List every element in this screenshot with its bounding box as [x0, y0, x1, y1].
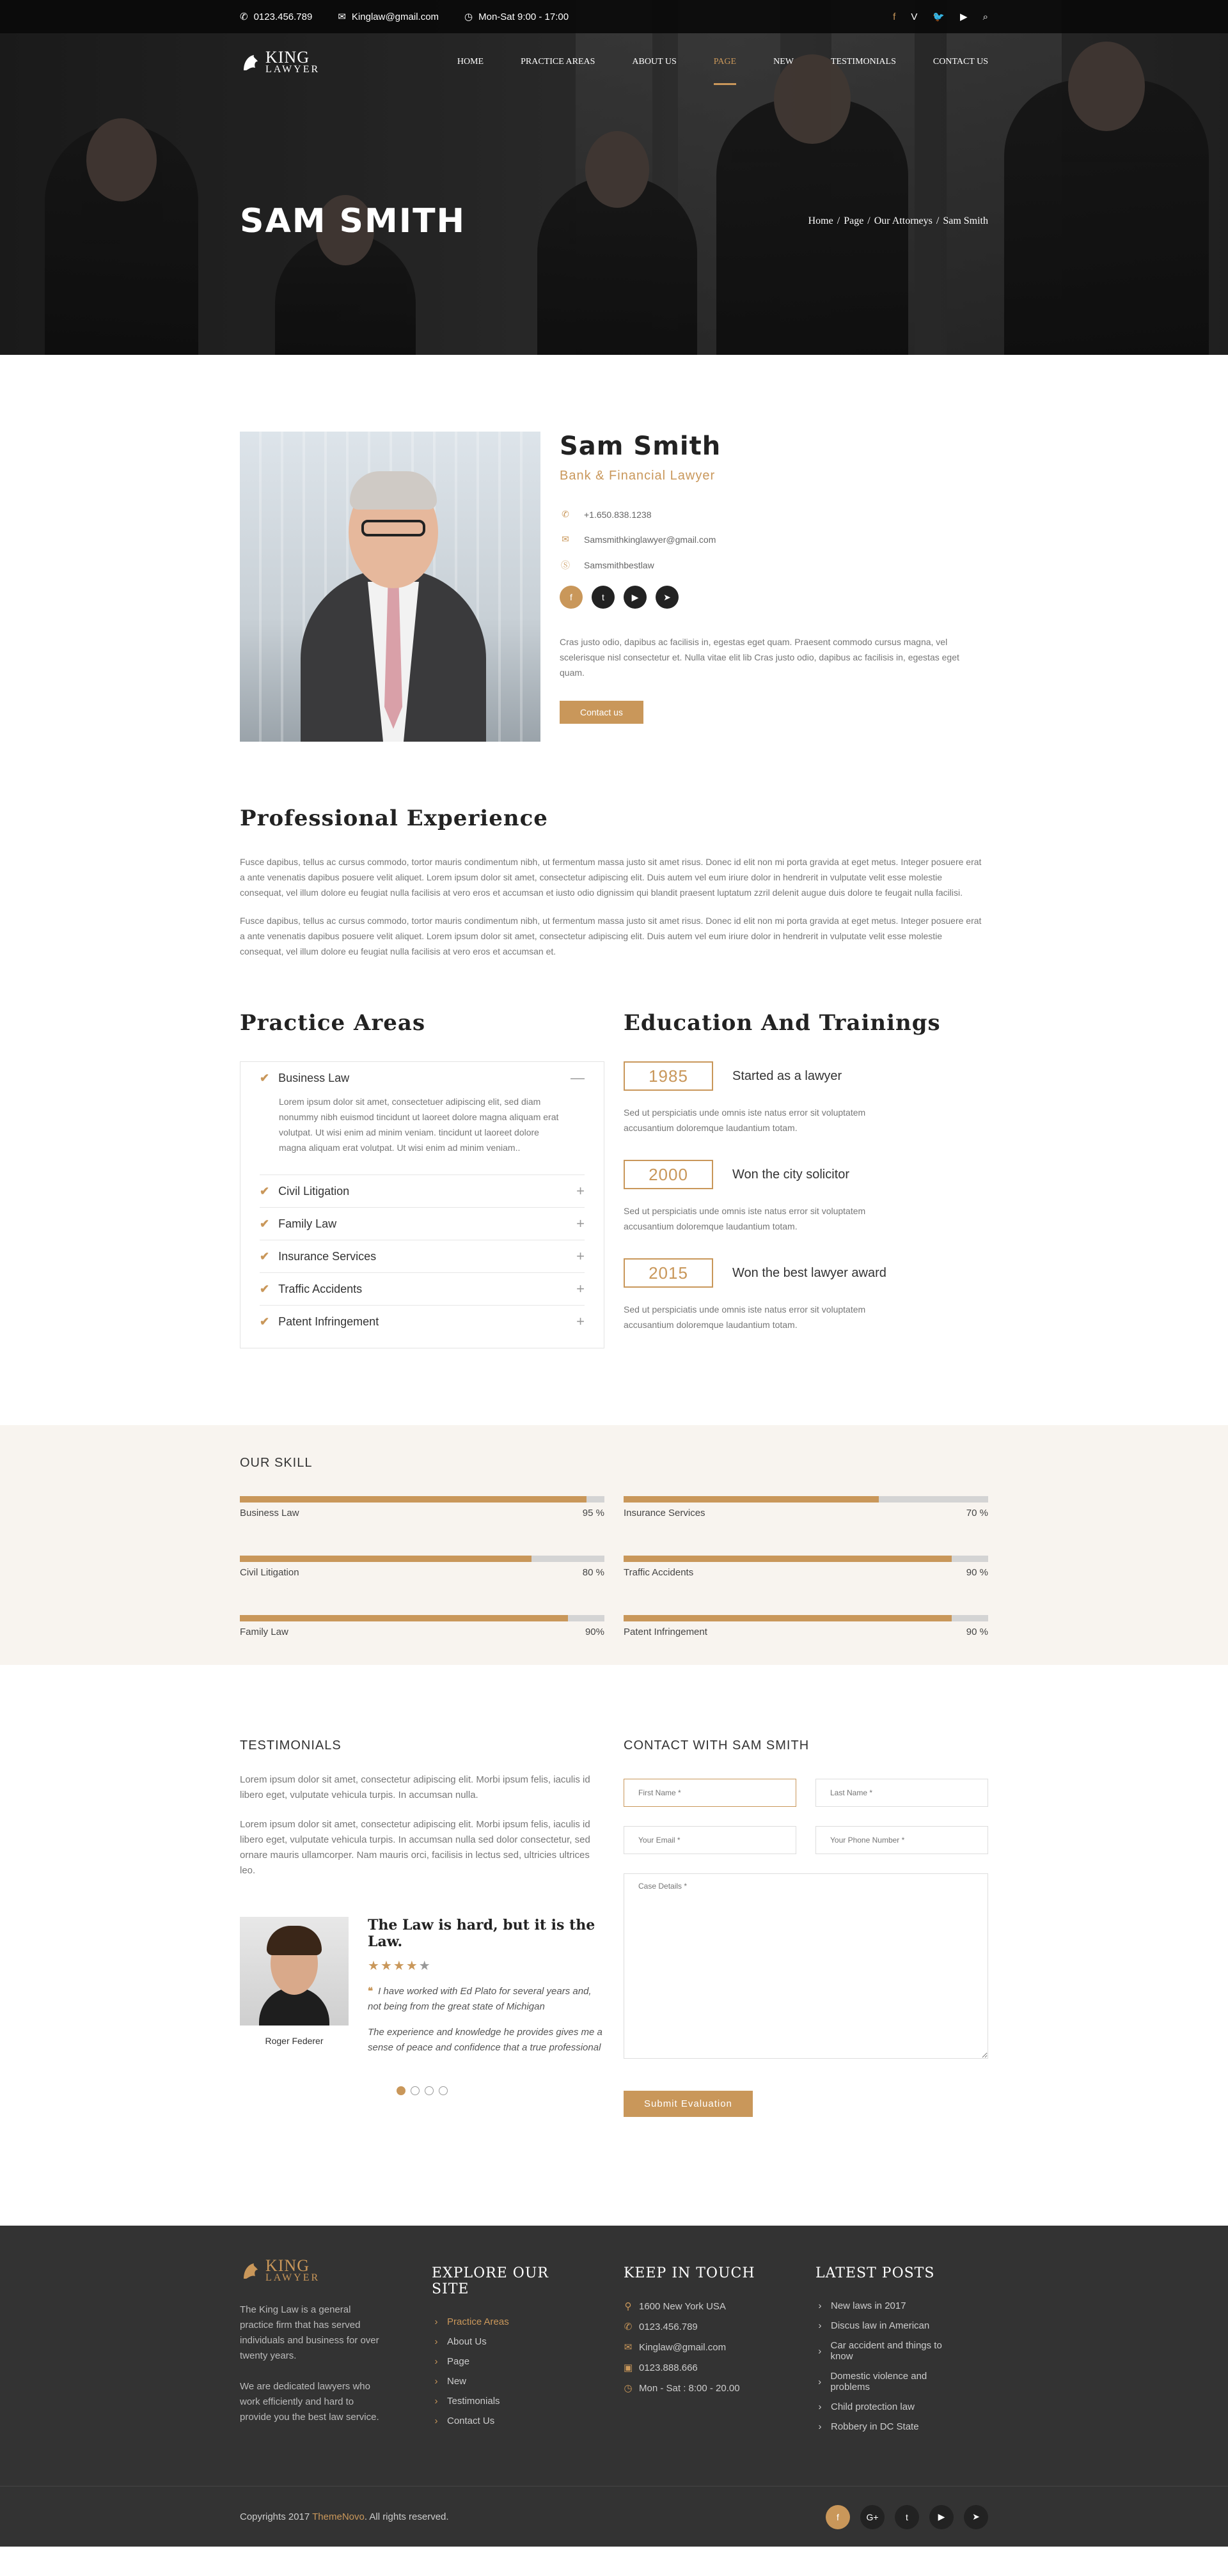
- breadcrumb: Home / Page / Our Attorneys / Sam Smith: [808, 215, 988, 226]
- facebook-icon[interactable]: f: [560, 586, 583, 609]
- footer-touch-title: KEEP IN TOUCH: [624, 2265, 755, 2281]
- skill-bar-fill: [240, 1496, 586, 1503]
- skill-label: Civil Litigation: [240, 1567, 299, 1578]
- accordion-item: [260, 1306, 585, 1338]
- skill-bar-fill: [624, 1496, 879, 1503]
- contact-form: [624, 1779, 988, 2059]
- clock-icon: ◷: [624, 2383, 633, 2394]
- plus-icon: +: [576, 1215, 585, 1231]
- attorney-photo: [240, 432, 540, 742]
- youtube-icon[interactable]: ▶: [960, 12, 968, 22]
- skill-percent: 70 %: [966, 1508, 988, 1518]
- accordion-header-business-law[interactable]: ✔ Business Law —: [260, 1070, 585, 1086]
- accordion-header-insurance-services[interactable]: ✔ Insurance Services +: [260, 1248, 585, 1264]
- practice-accordion: [240, 1061, 604, 1348]
- nav-contact-us[interactable]: CONTACT US: [933, 57, 988, 66]
- brand-subtitle: LAWYER: [265, 64, 320, 75]
- accordion-item: [260, 1208, 585, 1240]
- footer-about: We are dedicated lawyers who work efficiently and hard to provide you the best law service.: [240, 2381, 379, 2423]
- copyright: Copyrights 2017 ThemeNovo. All rights reserved.: [240, 2511, 449, 2522]
- skill-label: Insurance Services: [624, 1508, 705, 1518]
- youtube-icon[interactable]: ▶: [929, 2505, 954, 2529]
- search-icon[interactable]: ⌕: [982, 11, 988, 22]
- check-icon: ✔: [260, 1071, 270, 1084]
- phone-icon: ✆: [624, 2322, 633, 2332]
- star-icon: ★: [393, 1959, 406, 1973]
- education-desc: Sed ut perspiciatis unde omnis iste natus error sit voluptatem accusantium doloremque laudantium totam.: [624, 1304, 866, 1330]
- top-bar: [0, 0, 1228, 33]
- telegram-icon[interactable]: ➤: [964, 2505, 988, 2529]
- practice-title: Practice Areas: [240, 1010, 426, 1036]
- footer-touch-list: [624, 2300, 771, 2394]
- chevron-right-icon: ›: [818, 2320, 822, 2331]
- nav-about-us[interactable]: ABOUT US: [632, 57, 677, 66]
- brand-name: KING: [265, 2256, 310, 2275]
- last-name-field[interactable]: [815, 1779, 988, 1807]
- breadcrumb-home[interactable]: Home: [808, 215, 833, 226]
- skype-icon: Ⓢ: [561, 560, 570, 570]
- accordion-body: Lorem ipsum dolor sit amet, consectetuer adipiscing elit, sed diam nonummy nibh euismod tincidunt ut laoreet dolore magna aliquam erat volutpat. Ut wisi enim ad minim veniam. tincidunt ut laoreet dolore magna aliquam erat volutpat. Ut wisi enim ad minim veniam..: [279, 1097, 559, 1153]
- experience-paragraph: Fusce dapibus, tellus ac cursus commodo, tortor mauris condimentum nibh, ut fermentum massa justo sit amet risus. Donec id elit non mi porta gravida at eget metus. Integer posuere erat a ante venenatis dapibus posuere velit aliquet. Lorem ipsum dolor sit amet, consectetur adipiscing elit. Duis autem vel eum iriure dolor in hendrerit in vulputate velit esse molestie consequat, vel illum dolore eu feugiat nulla facilisis at vero eros et accumsan et.: [240, 916, 982, 956]
- education-timeline: [624, 1061, 988, 1332]
- attorney-phone: +1.650.838.1238: [584, 509, 652, 520]
- skill-bar: [624, 1496, 988, 1503]
- experience-section: [0, 742, 1228, 959]
- education-desc: Sed ut perspiciatis unde omnis iste natus error sit voluptatem accusantium doloremque laudantium totam.: [624, 1107, 866, 1133]
- practice-education-section: [0, 959, 1228, 1348]
- attorney-role: Bank & Financial Lawyer: [560, 469, 716, 483]
- lion-icon: [240, 2260, 262, 2281]
- skill-bar-fill: [240, 1615, 568, 1621]
- phone-icon: ✆: [562, 509, 569, 519]
- footer-phone: 0123.456.789: [639, 2321, 698, 2332]
- nav-page[interactable]: PAGE: [714, 49, 736, 75]
- breadcrumb-attorneys[interactable]: Our Attorneys: [874, 215, 933, 226]
- email-field[interactable]: [624, 1826, 796, 1854]
- check-icon: ✔: [260, 1315, 270, 1328]
- twitter-icon[interactable]: t: [895, 2505, 919, 2529]
- attorney-skype: Samsmithbestlaw: [584, 560, 654, 570]
- footer-link[interactable]: › Testimonials: [432, 2396, 579, 2407]
- footer-social: [826, 2505, 988, 2529]
- envelope-icon: ✉: [624, 2342, 633, 2353]
- testimonial-card: [240, 1917, 604, 2056]
- footer-bottom: [0, 2486, 1228, 2547]
- carousel-dots: [240, 2086, 604, 2095]
- footer-link[interactable]: › About Us: [432, 2336, 579, 2347]
- testimonial-avatar: [240, 1917, 349, 2026]
- chevron-right-icon: ›: [818, 2421, 822, 2432]
- skill-bar-fill: [624, 1615, 952, 1621]
- accordion-header-family-law[interactable]: ✔ Family Law +: [260, 1215, 585, 1231]
- map-marker-icon: ⚲: [624, 2301, 632, 2312]
- minus-icon: —: [571, 1070, 585, 1086]
- skill-bar: [240, 1615, 604, 1621]
- footer-about: The King Law is a general practice firm that has served individuals and business for over twenty years.: [240, 2304, 379, 2361]
- star-icon: ★: [418, 1959, 432, 1973]
- footer-posts-title: LATEST POSTS: [815, 2265, 935, 2281]
- case-details-field[interactable]: [624, 1873, 988, 2059]
- footer-explore-list: [432, 2316, 579, 2426]
- accordion-item: [260, 1273, 585, 1306]
- accordion-header-traffic-accidents[interactable]: ✔ Traffic Accidents +: [260, 1281, 585, 1297]
- star-rating: [368, 1958, 604, 1974]
- skill-label: Patent Infringement: [624, 1627, 707, 1637]
- carousel-dot[interactable]: [425, 2086, 434, 2095]
- facebook-icon[interactable]: f: [893, 11, 896, 22]
- chevron-right-icon: ›: [434, 2316, 438, 2327]
- skill-percent: 95 %: [582, 1508, 604, 1518]
- envelope-icon: ✉: [562, 534, 569, 544]
- lion-icon: [240, 51, 262, 73]
- hero-banner: [0, 0, 1228, 355]
- carousel-dot[interactable]: [411, 2086, 420, 2095]
- carousel-dot[interactable]: [439, 2086, 448, 2095]
- brand-subtitle: LAWYER: [265, 2272, 320, 2283]
- education-year: 2000: [624, 1160, 713, 1189]
- chevron-right-icon: ›: [434, 2396, 438, 2407]
- topbar-email[interactable]: ✉ Kinglaw@gmail.com: [338, 11, 439, 22]
- education-title-text: Won the best lawyer award: [732, 1265, 886, 1280]
- skill-percent: 90 %: [966, 1627, 988, 1637]
- skill-bar: [240, 1496, 604, 1503]
- footer-email[interactable]: Kinglaw@gmail.com: [639, 2341, 727, 2353]
- phone-icon: ✆: [240, 12, 248, 22]
- footer-post-link[interactable]: › Robbery in DC State: [815, 2421, 963, 2432]
- first-name-field[interactable]: [624, 1779, 796, 1807]
- quote-icon: ❝: [368, 1986, 374, 1997]
- skill-bar-fill: [624, 1556, 952, 1562]
- education-desc: Sed ut perspiciatis unde omnis iste natus error sit voluptatem accusantium doloremque laudantium totam.: [624, 1206, 866, 1231]
- chevron-right-icon: ›: [818, 2345, 822, 2357]
- education-item: [624, 1061, 988, 1136]
- education-title: Education And Trainings: [624, 1010, 941, 1036]
- education-title-text: Started as a lawyer: [732, 1068, 842, 1083]
- education-year: 1985: [624, 1061, 713, 1091]
- brand-name: KING: [265, 48, 310, 66]
- submit-evaluation-button[interactable]: Submit Evaluation: [624, 2091, 753, 2117]
- footer-post-link[interactable]: › Car accident and things to know: [815, 2340, 963, 2362]
- plus-icon: +: [576, 1248, 585, 1264]
- footer-post-link[interactable]: › Domestic violence and problems: [815, 2371, 963, 2393]
- skill-percent: 90 %: [966, 1567, 988, 1578]
- skills-section: [0, 1425, 1228, 1665]
- education-title-text: Won the city solicitor: [732, 1167, 850, 1182]
- star-icon: ★: [368, 1959, 381, 1973]
- skill-bar: [624, 1556, 988, 1562]
- skill-percent: 80 %: [582, 1567, 604, 1578]
- twitter-icon[interactable]: t: [592, 586, 615, 609]
- attorney-bio: Cras justo odio, dapibus ac facilisis in, egestas eget quam. Praesent commodo cursus magna, vel scelerisque nisl consectetur et. Nulla vitae elit lib Cras justo odio, dapibus ac facilisis in, egestas eget quam.: [560, 637, 959, 678]
- site-footer: [0, 2226, 1228, 2547]
- footer-post-link[interactable]: › New laws in 2017: [815, 2300, 963, 2311]
- attorney-social: [560, 586, 988, 609]
- vimeo-icon[interactable]: V: [911, 11, 918, 22]
- twitter-icon[interactable]: 🐦: [933, 12, 945, 22]
- plus-icon: +: [576, 1313, 585, 1329]
- contact-us-button[interactable]: Contact us: [560, 701, 643, 724]
- skill-item: [240, 1615, 604, 1637]
- skill-label: Business Law: [240, 1508, 299, 1518]
- site-logo[interactable]: [240, 49, 320, 75]
- chevron-right-icon: ›: [434, 2336, 438, 2347]
- breadcrumb-current: Sam Smith: [943, 215, 988, 226]
- facebook-icon[interactable]: f: [826, 2505, 850, 2529]
- accordion-header-patent-infringement[interactable]: ✔ Patent Infringement +: [260, 1313, 585, 1329]
- footer-hours: Mon - Sat : 8:00 - 20.00: [639, 2382, 740, 2394]
- testimonials-contact-section: [0, 1665, 1228, 2117]
- footer-post-link[interactable]: › Discus law in American: [815, 2320, 963, 2331]
- testimonial-quote: ❝ I have worked with Ed Plato for several years and, not being from the great state of Michigan: [368, 1986, 592, 2012]
- testimonials-paragraph: Lorem ipsum dolor sit amet, consectetur adipiscing elit. Morbi ipsum felis, iaculis id libero eget, vulputate vehicula turpis. In accumsan nulla.: [240, 1774, 590, 1800]
- youtube-icon[interactable]: ▶: [624, 586, 647, 609]
- education-item: [624, 1160, 988, 1234]
- chevron-right-icon: ›: [818, 2300, 822, 2311]
- check-icon: ✔: [260, 1217, 270, 1230]
- check-icon: ✔: [260, 1249, 270, 1263]
- testimonial-author: Roger Federer: [265, 2036, 324, 2046]
- envelope-icon: ✉: [338, 12, 346, 22]
- skill-bar: [240, 1556, 604, 1562]
- nav-testimonials[interactable]: TESTIMONIALS: [830, 57, 896, 66]
- themenovo-link[interactable]: ThemeNovo: [312, 2511, 365, 2522]
- footer-post-link[interactable]: › Child protection law: [815, 2401, 963, 2412]
- accordion-item: [260, 1175, 585, 1208]
- clock-icon: ◷: [464, 12, 473, 22]
- skill-label: Family Law: [240, 1627, 288, 1637]
- accordion-item: [260, 1062, 585, 1175]
- footer-link[interactable]: › New: [432, 2376, 579, 2387]
- attorney-email[interactable]: Samsmithkinglawyer@gmail.com: [584, 534, 716, 545]
- footer-explore-title: EXPLORE OUR SITE: [432, 2265, 549, 2297]
- skills-title: OUR SKILL: [240, 1456, 313, 1470]
- testimonials-paragraph: Lorem ipsum dolor sit amet, consectetur adipiscing elit. Morbi ipsum felis, iaculis id libero eget, vulputate vehicula turpis. In accumsan nulla sed dolor consectetur, sed ornare mauris ullamcorper. Nam mauris orci, facilisis in lectus sed, ultricies ultrices leo.: [240, 1819, 590, 1876]
- topbar-phone: ✆ 0123.456.789: [240, 11, 313, 22]
- footer-logo[interactable]: [240, 2258, 387, 2283]
- site-header: [0, 33, 1228, 91]
- plus-icon: +: [576, 1183, 585, 1199]
- skill-percent: 90%: [585, 1627, 604, 1637]
- nav-new[interactable]: NEW: [773, 57, 794, 66]
- skill-bar: [624, 1615, 988, 1621]
- skill-item: [240, 1496, 604, 1518]
- topbar-hours: ◷ Mon-Sat 9:00 - 17:00: [464, 11, 569, 22]
- phone-field[interactable]: [815, 1826, 988, 1854]
- nav-home[interactable]: HOME: [457, 57, 484, 66]
- attorney-profile: [0, 355, 1228, 742]
- testimonial-heading: The Law is hard, but it is the Law.: [368, 1917, 595, 1950]
- attorney-name: Sam Smith: [560, 432, 721, 461]
- experience-paragraph: Fusce dapibus, tellus ac cursus commodo, tortor mauris condimentum nibh, ut fermentum massa justo sit amet risus. Donec id elit non mi porta gravida at eget metus. Integer posuere erat a ante venenatis dapibus posuere velit aliquet. Lorem ipsum dolor sit amet, consectetur adipiscing elit. Duis autem vel eum iriure dolor in hendrerit in vulputate velit esse molestie consequat, vel illum dolore eu feugiat nulla facilisis at vero eros et accumsan et iusto odio dignissim qui blandit praesent luptatum zzril delenit augue duis dolore te feugait nulla facilisi.: [240, 857, 982, 898]
- chevron-right-icon: ›: [434, 2356, 438, 2367]
- chevron-right-icon: ›: [818, 2401, 822, 2412]
- chevron-right-icon: ›: [818, 2376, 822, 2387]
- footer-fax: 0123.888.666: [639, 2362, 698, 2373]
- footer-link[interactable]: › Page: [432, 2356, 579, 2367]
- skill-label: Traffic Accidents: [624, 1567, 694, 1578]
- footer-link[interactable]: › Contact Us: [432, 2416, 579, 2426]
- skill-item: [624, 1496, 988, 1518]
- page-title: SAM SMITH: [240, 202, 466, 240]
- testimonial-quote: The experience and knowledge he provides gives me a sense of peace and confidence that a true professional: [368, 2027, 602, 2053]
- telegram-icon[interactable]: ➤: [656, 586, 679, 609]
- education-year: 2015: [624, 1258, 713, 1288]
- footer-address: 1600 New York USA: [639, 2300, 726, 2312]
- google-plus-icon[interactable]: G+: [860, 2505, 885, 2529]
- skill-item: [240, 1556, 604, 1578]
- accordion-item: [260, 1240, 585, 1273]
- check-icon: ✔: [260, 1184, 270, 1198]
- fax-icon: ▣: [624, 2362, 633, 2373]
- experience-title: Professional Experience: [240, 806, 548, 831]
- education-item: [624, 1258, 988, 1332]
- footer-posts-list: [815, 2300, 963, 2432]
- star-icon: ★: [380, 1959, 393, 1973]
- nav-practice-areas[interactable]: PRACTICE AREAS: [521, 57, 595, 66]
- footer-link[interactable]: › Practice Areas: [432, 2316, 579, 2327]
- main-nav: [457, 49, 988, 75]
- skill-bar-fill: [240, 1556, 531, 1562]
- skill-item: [624, 1615, 988, 1637]
- chevron-right-icon: ›: [434, 2376, 438, 2387]
- carousel-dot[interactable]: [397, 2086, 405, 2095]
- breadcrumb-page[interactable]: Page: [844, 215, 864, 226]
- contact-title: CONTACT WITH SAM SMITH: [624, 1738, 810, 1752]
- plus-icon: +: [576, 1281, 585, 1297]
- chevron-right-icon: ›: [434, 2416, 438, 2426]
- star-icon: ★: [405, 1959, 419, 1973]
- testimonials-title: TESTIMONIALS: [240, 1738, 342, 1752]
- skill-item: [624, 1556, 988, 1578]
- check-icon: ✔: [260, 1282, 270, 1295]
- accordion-header-civil-litigation[interactable]: ✔ Civil Litigation +: [260, 1183, 585, 1199]
